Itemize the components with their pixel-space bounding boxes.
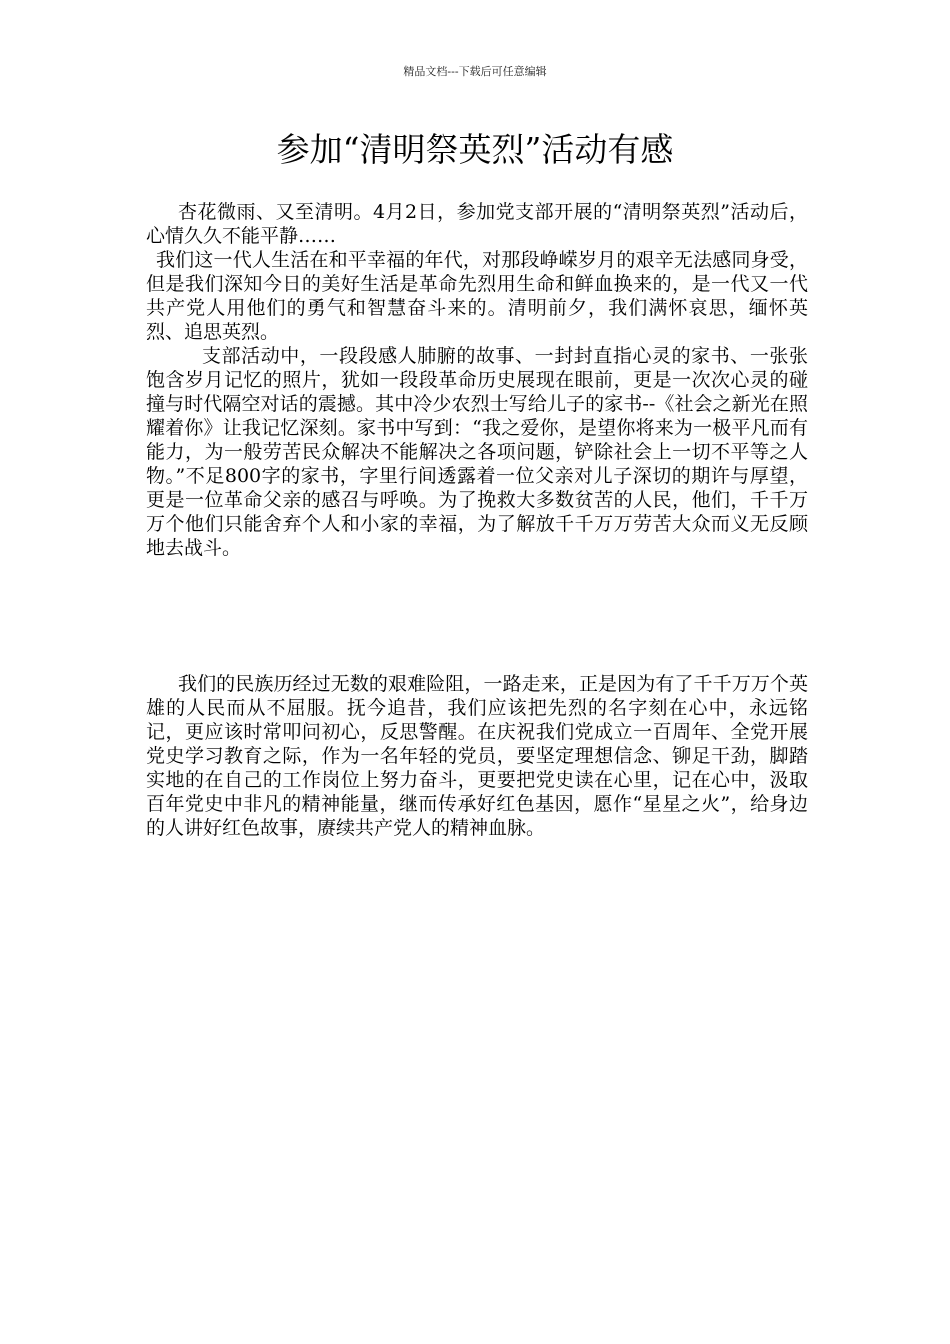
paragraph-4: 我们的民族历经过无数的艰难险阻，一路走来，正是因为有了千千万万个英雄的人民而从不屈服。抚今追昔，我们应该把先烈的名字刻在心中，永远铭记，更应该时常叩问初心，反思警醒。在庆祝我们党成立一百周年、全党开展党史学习教育之际，作为一名年轻的党员，要坚定理想信念、铆足干劲，脚踏实地的在自己的工作岗位上努力奋斗，更要把党史读在心里，记在心中，汲取百年党史中非凡的精神能量，继而传承好红色基因，愿作“星星之火”，给身边的人讲好红色故事，赓续共产党人的精神血脉。 [146, 673, 808, 839]
header-note: 精品文档---下载后可任意编辑 [403, 65, 547, 78]
paragraph-1: 杏花微雨、又至清明。4月2日，参加党支部开展的“清明祭英烈”活动后，心情久久不能平静…… [146, 201, 808, 247]
paragraph-3: 支部活动中，一段段感人肺腑的故事、一封封直指心灵的家书、一张张饱含岁月记忆的照片，犹如一段段革命历史展现在眼前，更是一次次心灵的碰撞与时代隔空对话的震撼。其中冷少农烈士写给儿子的家书--《社会之新光在照耀着你》让我记忆深刻。家书中写到：“我之爱你，是望你将来为一极平凡而有能力，为一般劳苦民众解决不能解决之各项问题，铲除社会上一切不平等之人物。”不足800字的家书，字里行间透露着一位父亲对儿子深切的期许与厚望，更是一位革命父亲的感召与呼唤。为了挽救大多数贫苦的人民，他们，千千万万个他们只能舍弃个人和小家的幸福，为了解放千千万万劳苦大众而义无反顾地去战斗。 [146, 345, 808, 559]
document-title: 参加“清明祭英烈”活动有感 [276, 130, 674, 169]
paragraph-2: 我们这一代人生活在和平幸福的年代，对那段峥嵘岁月的艰辛无法感同身受，但是我们深知今日的美好生活是革命先烈用生命和鲜血换来的，是一代又一代共产党人用他们的勇气和智慧奋斗来的。清明前夕，我们满怀哀思，缅怀英烈、追思英烈。 [146, 249, 808, 343]
